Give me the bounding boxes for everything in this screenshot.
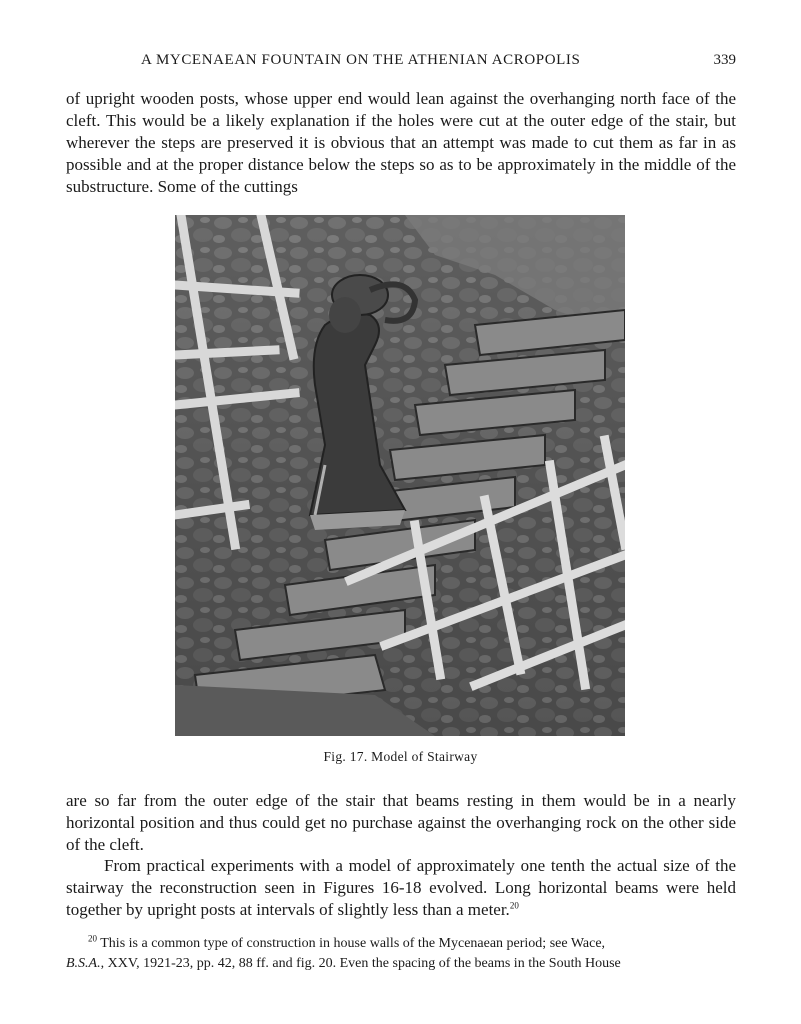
running-title: A MYCENAEAN FOUNTAIN ON THE ATHENIAN ACROPOLIS xyxy=(141,52,581,68)
footnote-text-2: , XXV, 1921-23, pp. 42, 88 ff. and fig. 20. Even the spacing of the beams in the South House xyxy=(100,956,621,971)
footnote-line xyxy=(66,934,736,954)
figure-photo-stairway-model xyxy=(175,215,625,736)
footnote-number: 20 xyxy=(88,933,97,944)
running-head xyxy=(66,52,738,74)
paragraph-3 xyxy=(66,855,736,921)
paragraph-1: of upright wooden posts, whose upper end would lean against the overhanging north face of the cleft. This would be a likely explanation if the holes were cut at the outer edge of the stair, but wherever the steps are preserved it is obvious that an attempt was made to cut them as far in as possible and at the proper distance below the steps so as to be approximately in the middle of the substructure. Some of the cuttings xyxy=(66,89,736,196)
paragraph-3-text: From practical experiments with a model of approximately one tenth the actual size of the stairway the reconstruction seen in Figures 16-18 evolved. Long horizontal beams were held together by upright posts at intervals of slightly less than a meter. xyxy=(66,856,736,919)
paragraph-2: are so far from the outer edge of the stair that beams resting in them would be in a nearly horizontal position and thus could get no purchase against the overhanging rock on the other side of the cleft. xyxy=(66,791,736,854)
footnote-20 xyxy=(66,934,736,974)
footnote-reference: 20 xyxy=(509,900,519,911)
stairway-model-photo xyxy=(175,215,625,736)
footnote-reference-italic: B.S.A. xyxy=(66,956,101,971)
figure-caption: Fig. 17. Model of Stairway xyxy=(323,749,478,764)
footnote-text-1: This is a common type of construction in house walls of the Mycenaean period; see Wace, xyxy=(100,936,606,951)
page-number: 339 xyxy=(713,52,736,68)
